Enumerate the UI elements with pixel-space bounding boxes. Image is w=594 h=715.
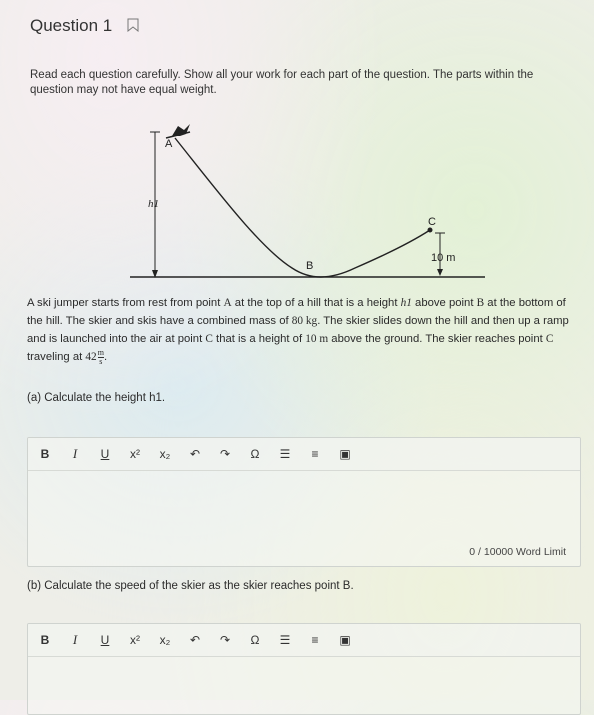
italic-button[interactable]: I xyxy=(72,446,78,461)
subscript-button[interactable]: x₂ xyxy=(159,447,171,461)
math-height: 10 m xyxy=(305,333,329,345)
underline-button[interactable]: U xyxy=(100,447,110,461)
problem-text: at the bottom of the hill. The skier and skis have a combined mass of xyxy=(27,297,566,327)
bold-button[interactable]: B xyxy=(40,633,50,647)
special-character-icon[interactable]: Ω xyxy=(250,633,260,647)
unit-numerator: m xyxy=(97,347,104,357)
label-point-b: B xyxy=(306,260,314,272)
label-point-c: C xyxy=(428,216,436,228)
math-point: C xyxy=(205,333,213,345)
redo-icon[interactable]: ↷ xyxy=(219,447,231,461)
speed-unit xyxy=(98,349,104,366)
answer-editor-a[interactable] xyxy=(27,437,581,567)
problem-text: A ski jumper starts from rest from point xyxy=(27,297,224,309)
unit-denominator: s xyxy=(99,356,103,366)
superscript-button[interactable]: x² xyxy=(130,447,140,461)
label-point-a: A xyxy=(165,138,173,150)
numbered-list-icon[interactable]: ≡ xyxy=(311,447,319,461)
label-h1: h1 xyxy=(148,198,159,210)
math-mass: 80 kg xyxy=(291,315,318,327)
problem-text: at the top of a hill that is a height xyxy=(231,297,401,309)
editor-toolbar xyxy=(28,624,580,657)
label-height-10m: 10 m xyxy=(431,252,456,264)
part-b-label: (b) Calculate the speed of the skier as the skier reaches point B. xyxy=(27,580,354,592)
problem-text: above point xyxy=(411,297,477,309)
bold-button[interactable]: B xyxy=(40,447,50,461)
skier-icon xyxy=(166,124,190,138)
ski-hill-figure xyxy=(120,118,490,288)
question-title: Question 1 xyxy=(30,16,113,35)
redo-icon[interactable]: ↷ xyxy=(219,633,231,647)
subscript-button[interactable]: x₂ xyxy=(159,633,171,647)
instructions: Read each question carefully. Show all your work for each part of the question. The parts within the question may not have equal weight. xyxy=(30,69,534,96)
insert-image-icon[interactable]: ▣ xyxy=(339,633,351,647)
editor-toolbar xyxy=(28,438,580,471)
underline-button[interactable]: U xyxy=(100,633,110,647)
bulleted-list-icon[interactable]: ☰ xyxy=(279,633,291,647)
math-point: C xyxy=(545,333,554,345)
undo-icon[interactable]: ↶ xyxy=(189,633,201,647)
undo-icon[interactable]: ↶ xyxy=(189,447,201,461)
answer-text-area-a[interactable] xyxy=(28,471,580,541)
problem-text: traveling at xyxy=(27,351,86,363)
superscript-button[interactable]: x² xyxy=(130,633,140,647)
insert-image-icon[interactable]: ▣ xyxy=(339,447,351,461)
problem-statement: A ski jumper starts from rest from point A at the top of a hill that is a height h1 above point B at the bottom of the hill. The skier and skis have a combined mass of 80 kg. The skier slides down the hill and then up a ramp and is launched into the air at point C that is a height of 10 m above the ground. The skier reaches point C traveling at 42 $\frac{m}{s}$ . xyxy=(27,297,569,366)
italic-button[interactable]: I xyxy=(72,632,78,647)
math-point: A xyxy=(223,297,232,309)
math-speed: 42 xyxy=(85,351,97,363)
math-h1: h1 xyxy=(400,297,412,309)
problem-text: that is a height of xyxy=(212,333,306,345)
problem-text: above the ground. The skier reaches point xyxy=(328,333,546,345)
problem-text: . The skier slides down the hill and then up a ramp and is launched into the air at point xyxy=(27,315,569,345)
word-count: 0 / 10000 Word Limit xyxy=(469,546,566,558)
bookmark-icon[interactable] xyxy=(127,18,139,32)
bulleted-list-icon[interactable]: ☰ xyxy=(279,447,291,461)
part-a-label: (a) Calculate the height h1. xyxy=(27,392,166,404)
answer-editor-b[interactable] xyxy=(27,623,581,715)
special-character-icon[interactable]: Ω xyxy=(250,447,260,461)
math-point: B xyxy=(476,297,485,309)
numbered-list-icon[interactable]: ≡ xyxy=(311,633,319,647)
